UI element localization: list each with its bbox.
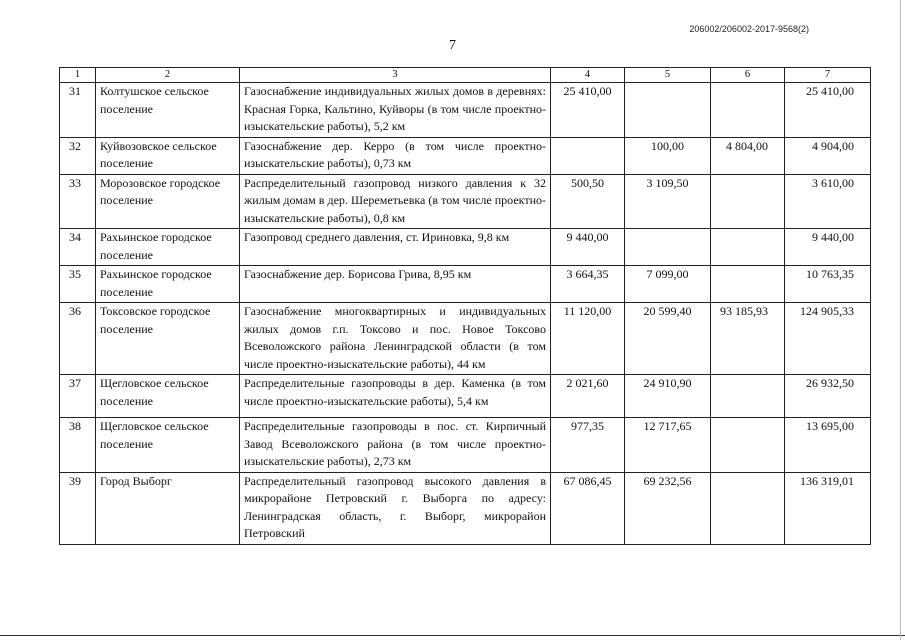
value-col7: 26 932,50 bbox=[785, 375, 871, 418]
value-col7: 136 319,01 bbox=[785, 472, 871, 544]
value-col5 bbox=[625, 83, 711, 138]
header-cell: 3 bbox=[240, 68, 551, 83]
value-col7: 4 904,00 bbox=[785, 137, 871, 174]
row-number: 39 bbox=[60, 472, 96, 544]
value-col4: 25 410,00 bbox=[551, 83, 625, 138]
header-cell: 2 bbox=[96, 68, 240, 83]
value-col6 bbox=[711, 266, 785, 303]
value-col6: 4 804,00 bbox=[711, 137, 785, 174]
header-cell: 6 bbox=[711, 68, 785, 83]
document-id: 206002/206002-2017-9568(2) bbox=[689, 24, 809, 34]
municipality-cell: Рахьинское городское поселение bbox=[96, 266, 240, 303]
row-number: 38 bbox=[60, 418, 96, 473]
page-number: 7 bbox=[449, 38, 456, 53]
table-row bbox=[60, 137, 871, 174]
value-col6 bbox=[711, 418, 785, 473]
row-number: 34 bbox=[60, 229, 96, 266]
project-cell: Газоснабжение дер. Керро (в том числе проектно-изыскательские работы), 0,73 км bbox=[240, 137, 551, 174]
value-col4: 9 440,00 bbox=[551, 229, 625, 266]
project-cell: Распределительные газопроводы в пос. ст. Кирпичный Завод Всеволожского района (в том числе проектно-изыскательские работы), 2,73 км bbox=[240, 418, 551, 473]
project-cell: Газоснабжение индивидуальных жилых домов в деревнях: Красная Горка, Кальтино, Куйворы (в том числе проектно-изыскательские работы), 5,2 км bbox=[240, 83, 551, 138]
value-col7: 124 905,33 bbox=[785, 303, 871, 375]
row-number: 32 bbox=[60, 137, 96, 174]
header-cell: 4 bbox=[551, 68, 625, 83]
municipality-cell: Город Выборг bbox=[96, 472, 240, 544]
value-col6 bbox=[711, 174, 785, 229]
value-col4: 977,35 bbox=[551, 418, 625, 473]
table-row bbox=[60, 375, 871, 418]
value-col6 bbox=[711, 375, 785, 418]
value-col7: 3 610,00 bbox=[785, 174, 871, 229]
municipality-cell: Колтушское сельское поселение bbox=[96, 83, 240, 138]
value-col7: 25 410,00 bbox=[785, 83, 871, 138]
project-cell: Распределительный газопровод низкого давления к 32 жилым домам в дер. Шереметьевка (в том числе проектно-изыскательские работы), 0,8 км bbox=[240, 174, 551, 229]
header-cell: 5 bbox=[625, 68, 711, 83]
table-row bbox=[60, 229, 871, 266]
header-cell: 7 bbox=[785, 68, 871, 83]
table-row bbox=[60, 266, 871, 303]
value-col6 bbox=[711, 472, 785, 544]
page-right-border bbox=[900, 0, 901, 640]
table-row bbox=[60, 83, 871, 138]
project-cell: Газопровод среднего давления, ст. Ириновка, 9,8 км bbox=[240, 229, 551, 266]
municipality-cell: Куйвозовское сельское поселение bbox=[96, 137, 240, 174]
value-col7: 13 695,00 bbox=[785, 418, 871, 473]
value-col5: 3 109,50 bbox=[625, 174, 711, 229]
row-number: 35 bbox=[60, 266, 96, 303]
municipality-cell: Морозовское городское поселение bbox=[96, 174, 240, 229]
value-col5: 20 599,40 bbox=[625, 303, 711, 375]
value-col4: 3 664,35 bbox=[551, 266, 625, 303]
value-col6 bbox=[711, 83, 785, 138]
value-col5: 69 232,56 bbox=[625, 472, 711, 544]
municipality-cell: Токсовское городское поселение bbox=[96, 303, 240, 375]
municipality-cell: Щегловское сельское поселение bbox=[96, 418, 240, 473]
project-cell: Распределительный газопровод высокого давления в микрорайоне Петровский г. Выборга по адресу: Ленинградская область, г. Выборг, микрорайон Петровский bbox=[240, 472, 551, 544]
value-col7: 9 440,00 bbox=[785, 229, 871, 266]
value-col4: 500,50 bbox=[551, 174, 625, 229]
row-number: 33 bbox=[60, 174, 96, 229]
value-col6: 93 185,93 bbox=[711, 303, 785, 375]
value-col5: 7 099,00 bbox=[625, 266, 711, 303]
row-number: 36 bbox=[60, 303, 96, 375]
value-col5 bbox=[625, 229, 711, 266]
header-row bbox=[60, 68, 871, 83]
value-col4: 11 120,00 bbox=[551, 303, 625, 375]
table-row bbox=[60, 472, 871, 544]
value-col5: 100,00 bbox=[625, 137, 711, 174]
value-col5: 24 910,90 bbox=[625, 375, 711, 418]
data-table bbox=[59, 67, 871, 545]
value-col4 bbox=[551, 137, 625, 174]
value-col4: 67 086,45 bbox=[551, 472, 625, 544]
row-number: 31 bbox=[60, 83, 96, 138]
table-row bbox=[60, 174, 871, 229]
municipality-cell: Рахьинское городское поселение bbox=[96, 229, 240, 266]
value-col7: 10 763,35 bbox=[785, 266, 871, 303]
project-cell: Распределительные газопроводы в дер. Каменка (в том числе проектно-изыскательские работы), 5,4 км bbox=[240, 375, 551, 418]
row-number: 37 bbox=[60, 375, 96, 418]
project-cell: Газоснабжение многоквартирных и индивидуальных жилых домов г.п. Токсово и пос. Новое Токсово Всеволожского района Ленинградской области (в том числе проектно-изыскательские работы), 44 км bbox=[240, 303, 551, 375]
table-row bbox=[60, 418, 871, 473]
project-cell: Газоснабжение дер. Борисова Грива, 8,95 км bbox=[240, 266, 551, 303]
value-col5: 12 717,65 bbox=[625, 418, 711, 473]
page-bottom-border bbox=[0, 635, 905, 636]
header-cell: 1 bbox=[60, 68, 96, 83]
value-col6 bbox=[711, 229, 785, 266]
municipality-cell: Щегловское сельское поселение bbox=[96, 375, 240, 418]
value-col4: 2 021,60 bbox=[551, 375, 625, 418]
table-row bbox=[60, 303, 871, 375]
